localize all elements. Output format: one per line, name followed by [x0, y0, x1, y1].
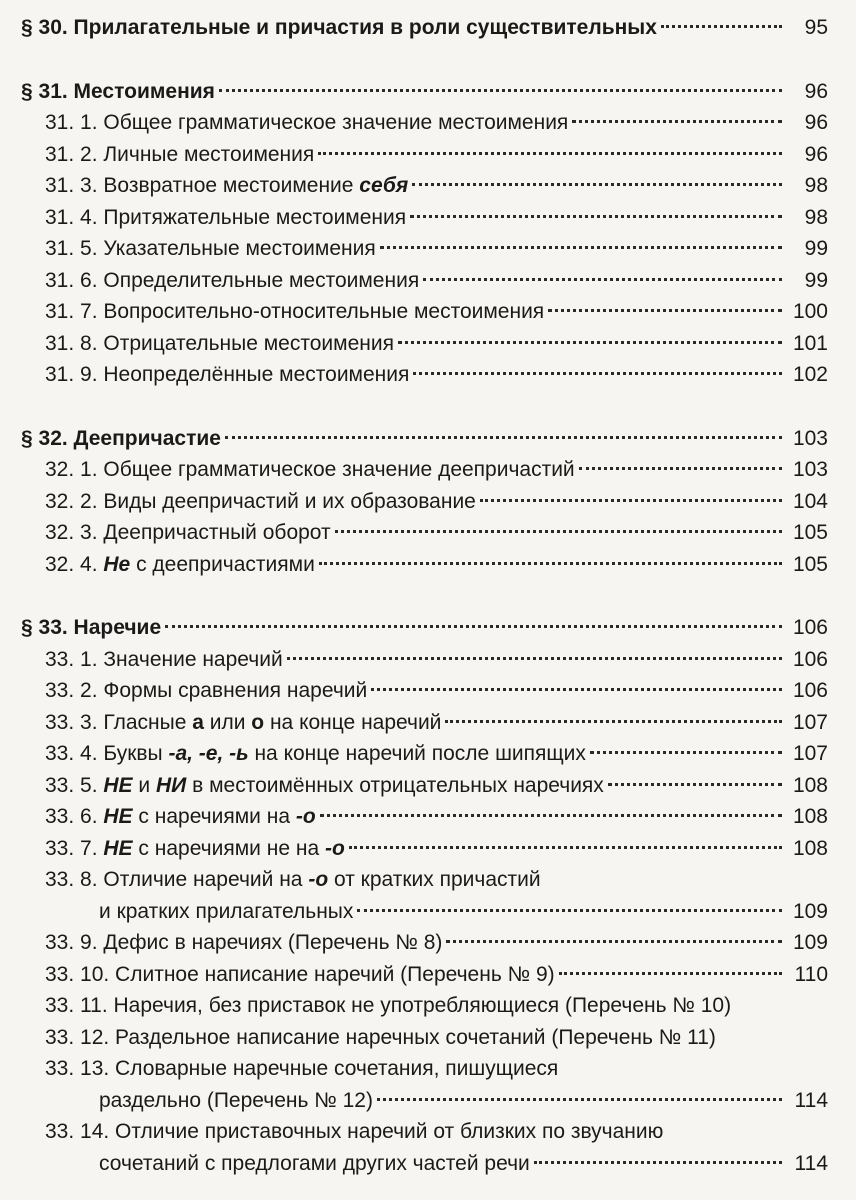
toc-entry-title: и кратких прилагательных	[99, 899, 354, 923]
toc-entry[interactable]	[21, 801, 828, 833]
dot-leader	[413, 372, 782, 375]
toc-entry[interactable]	[21, 833, 828, 865]
page-number: 105	[792, 552, 828, 576]
dot-leader	[319, 562, 782, 565]
section-gap	[21, 44, 828, 76]
toc-entry-title	[45, 864, 541, 896]
toc-entry[interactable]	[21, 927, 828, 959]
emphasis-text: а	[192, 710, 204, 734]
emphasis-text: -о	[295, 805, 316, 828]
title-text: от кратких причастий	[328, 868, 541, 891]
toc-entry-title: 31. 6. Определительные местоимения	[45, 268, 420, 292]
toc-entry-title: 33. 12. Раздельное написание наречных сочетаний (Перечень № 11)	[45, 1025, 716, 1049]
toc-entry[interactable]	[21, 454, 828, 486]
toc-entry-title: 31. 2. Личные местоимения	[45, 142, 315, 166]
dot-leader	[410, 215, 782, 218]
toc-entry[interactable]	[21, 644, 828, 676]
title-text: 33. 8. Отличие наречий на	[45, 868, 309, 891]
dot-leader	[548, 309, 782, 312]
toc-entry[interactable]	[21, 233, 828, 265]
title-text: в местоимённых отрицательных наречиях	[186, 773, 604, 797]
toc-entry-title: 33. 9. Дефис в наречиях (Перечень № 8)	[45, 931, 443, 954]
title-text: 33. 6.	[45, 805, 104, 828]
page-number: 99	[804, 268, 828, 292]
page-number: 114	[794, 1088, 828, 1112]
page-number: 108	[792, 836, 828, 860]
toc-entry-title: 31. 9. Неопределённые местоимения	[45, 363, 410, 386]
toc-heading-31[interactable]	[21, 76, 828, 108]
dot-leader	[572, 120, 782, 123]
dot-leader	[371, 688, 782, 691]
toc-heading-33[interactable]	[21, 612, 828, 644]
toc-entry[interactable]	[21, 296, 828, 328]
page-number: 98	[804, 174, 828, 197]
emphasis-text: о	[251, 710, 265, 734]
dot-leader	[398, 341, 782, 344]
dot-leader	[608, 783, 782, 786]
toc-entry-title: 31. 5. Указательные местоимения	[45, 237, 376, 260]
toc-entry[interactable]	[21, 107, 828, 139]
dot-leader	[412, 183, 782, 186]
dot-leader	[559, 972, 782, 975]
page-number: 114	[794, 1151, 828, 1175]
dot-leader	[320, 814, 782, 817]
dot-leader	[480, 499, 782, 502]
toc-heading-title: § 33. Наречие	[21, 616, 162, 639]
dot-leader	[318, 152, 782, 155]
dot-leader	[335, 530, 782, 533]
dot-leader	[380, 246, 782, 249]
page-number: 96	[804, 111, 828, 134]
title-text: с наречиями на	[132, 805, 296, 828]
toc-entry[interactable]	[21, 1022, 828, 1054]
toc-entry[interactable]	[21, 170, 828, 202]
dot-leader	[165, 625, 782, 628]
toc-entry[interactable]	[21, 1053, 828, 1085]
toc-entry-title: 32. 3. Деепричастный оборот	[45, 521, 331, 544]
dot-leader	[445, 720, 782, 723]
page-number: 99	[804, 237, 828, 260]
dot-leader	[661, 25, 782, 28]
toc-entry-title: 32. 1. Общее грамматическое значение деепричастий	[45, 458, 575, 481]
title-text: и	[132, 773, 156, 797]
page-number: 95	[804, 16, 828, 39]
toc-entry[interactable]	[21, 770, 828, 802]
title-text: 33. 5.	[45, 773, 104, 797]
page-number: 106	[792, 647, 828, 671]
dot-leader	[534, 1161, 782, 1164]
page-number: 106	[792, 679, 828, 702]
section-gap	[21, 391, 828, 423]
page-number: 100	[792, 300, 828, 323]
toc-entry-title: раздельно (Перечень № 12)	[99, 1088, 373, 1112]
emphasis-text: -а, -е, -ь	[168, 742, 249, 765]
toc-entry[interactable]	[21, 139, 828, 171]
page-number: 102	[792, 363, 828, 386]
emphasis-text: НИ	[155, 773, 187, 797]
toc-entry[interactable]	[21, 265, 828, 297]
title-text: с деепричастиями	[130, 552, 315, 576]
toc-entry[interactable]	[21, 707, 828, 739]
toc-entry-title	[45, 170, 408, 202]
emphasis-text: -о	[308, 868, 329, 891]
dot-leader	[446, 940, 782, 943]
title-text: на конце наречий после шипящих	[248, 742, 586, 765]
toc-entry-title: 31. 7. Вопросительно-относительные местоимения	[45, 300, 545, 323]
toc-heading-title: § 32. Деепричастие	[21, 426, 221, 450]
toc-entry-continuation[interactable]	[21, 1148, 828, 1180]
page-number: 110	[794, 962, 828, 986]
toc-heading-30[interactable]	[21, 12, 828, 44]
toc-entry[interactable]	[21, 517, 828, 549]
toc-entry-continuation[interactable]	[21, 1085, 828, 1117]
page-number: 108	[792, 805, 828, 828]
title-text: или	[203, 710, 252, 734]
title-text: 31. 3. Возвратное местоимение	[45, 174, 360, 197]
toc-entry-title: 33. 13. Словарные наречные сочетания, пишущиеся	[45, 1057, 559, 1080]
emphasis-text: НЕ	[103, 805, 133, 828]
toc-entry-title	[45, 738, 586, 770]
page-number: 107	[792, 710, 828, 734]
toc-heading-title: § 30. Прилагательные и причастия в роли существительных	[21, 16, 657, 39]
dot-leader	[423, 278, 782, 281]
emphasis-text: НЕ	[103, 773, 133, 797]
toc-entry[interactable]	[21, 864, 828, 896]
dot-leader	[219, 89, 782, 92]
title-text: на конце наречий	[264, 710, 442, 734]
emphasis-text: Не	[103, 552, 131, 576]
toc-entry-title: 31. 4. Притяжательные местоимения	[45, 205, 407, 229]
emphasis-text: НЕ	[103, 836, 133, 860]
toc-entry[interactable]	[21, 328, 828, 360]
toc-entry-title	[45, 549, 315, 581]
dot-leader	[590, 751, 782, 754]
page-number: 105	[792, 521, 828, 544]
page-number: 103	[792, 458, 828, 481]
page-number: 104	[792, 489, 828, 513]
page-number: 98	[804, 205, 828, 229]
toc-entry-title	[45, 770, 604, 802]
toc-entry[interactable]	[21, 675, 828, 707]
page-number: 106	[792, 616, 828, 639]
page-number: 109	[792, 899, 828, 923]
title-text: 32. 4.	[45, 552, 104, 576]
emphasis-text: себя	[359, 174, 409, 197]
toc-entry[interactable]	[21, 959, 828, 991]
section-gap	[21, 580, 828, 612]
title-text: с наречиями не на	[132, 836, 325, 860]
dot-leader	[357, 909, 782, 912]
toc-entry-title	[45, 707, 441, 739]
toc-entry[interactable]	[21, 1116, 828, 1148]
dot-leader	[225, 436, 782, 439]
dot-leader	[377, 1098, 782, 1101]
page-number: 109	[792, 931, 828, 954]
toc-entry-title: 33. 10. Слитное написание наречий (Перечень № 9)	[45, 962, 555, 986]
toc-entry[interactable]	[21, 202, 828, 234]
toc-entry-title: сочетаний с предлогами других частей речи	[99, 1151, 530, 1175]
toc-entry-title	[45, 801, 316, 833]
toc-entry-continuation[interactable]	[21, 896, 828, 928]
toc-entry-title: 33. 11. Наречия, без приставок не употребляющиеся (Перечень № 10)	[45, 994, 732, 1017]
title-text: 33. 4. Буквы	[45, 742, 169, 765]
title-text: 33. 3. Гласные	[45, 710, 193, 734]
toc-entry[interactable]	[21, 990, 828, 1022]
page-number: 96	[804, 79, 828, 103]
toc-entry-title: 33. 2. Формы сравнения наречий	[45, 679, 368, 702]
toc-entry[interactable]	[21, 359, 828, 391]
toc-entry-title: 31. 1. Общее грамматическое значение местоимения	[45, 111, 569, 134]
page-number: 107	[792, 742, 828, 765]
toc-entry[interactable]	[21, 738, 828, 770]
toc-entry-title: 31. 8. Отрицательные местоимения	[45, 331, 394, 355]
toc-entry[interactable]	[21, 486, 828, 518]
emphasis-text: -о	[324, 836, 345, 860]
toc-entry-title: 32. 2. Виды деепричастий и их образование	[45, 489, 476, 513]
toc-heading-title: § 31. Местоимения	[21, 79, 215, 103]
dot-leader	[287, 657, 782, 660]
page-number: 101	[792, 331, 828, 355]
page-number: 103	[792, 426, 828, 450]
toc-heading-32[interactable]	[21, 423, 828, 455]
dot-leader	[349, 846, 782, 849]
toc-entry-title: 33. 14. Отличие приставочных наречий от близких по звучанию	[45, 1120, 664, 1143]
title-text: 33. 7.	[45, 836, 104, 860]
toc-entry-title	[45, 833, 345, 865]
page-number: 96	[804, 142, 828, 166]
dot-leader	[579, 467, 782, 470]
toc-entry[interactable]	[21, 549, 828, 581]
toc-entry-title: 33. 1. Значение наречий	[45, 647, 283, 671]
page-number: 108	[792, 773, 828, 797]
